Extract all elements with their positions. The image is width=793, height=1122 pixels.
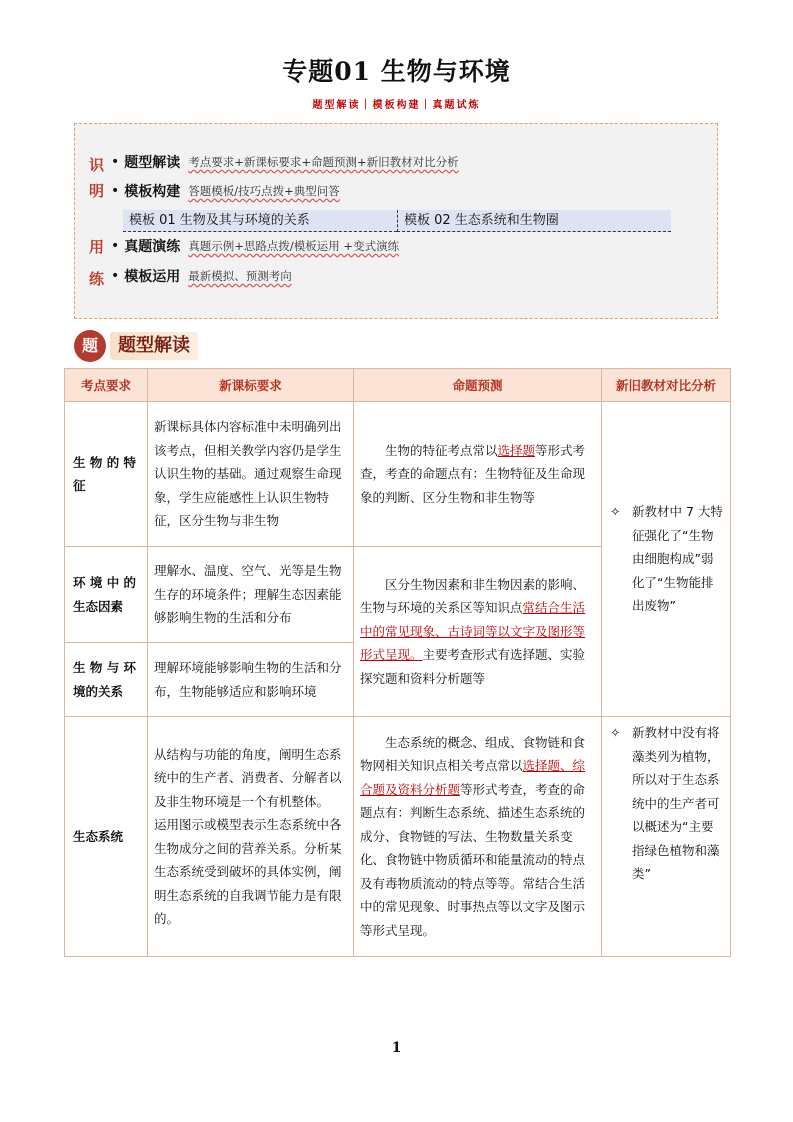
template-link-1[interactable]: 模板 01 生物及其与环境的关系	[123, 210, 397, 232]
overview-box	[74, 123, 718, 319]
analysis-table	[64, 368, 731, 957]
prediction-cell: 生物的特征考点常以选择题等形式考查，考查的命题点有：生物特征及生命现象的判断、区分生物和非生物等	[354, 402, 602, 547]
standard-cell: 理解环境能够影响生物的生活和分布，生物能够适应和影响环境	[148, 643, 354, 717]
side-char: 明	[89, 182, 105, 200]
topic-cell: 生 物 与 环境的关系	[65, 643, 148, 717]
prediction-cell: 区分生物因素和非生物因素的影响、生物与环境的关系区等知识点常结合生活中的常见现象、古诗词等以文字及图形等形式呈现。主要考查形式有选择题、实验探究题和资料分析题等	[354, 547, 602, 717]
section-icon: 题	[74, 330, 106, 362]
page-title: 专题01 生物与环境	[282, 57, 511, 86]
row-label: 题型解读	[124, 155, 181, 171]
bullet-icon: •	[111, 238, 120, 254]
side-char: 练	[89, 270, 105, 288]
column-header: 命题预测	[354, 369, 602, 402]
row-desc: 真题示例+思路点拨/模板运用 +变式演练	[188, 239, 400, 253]
overview-row	[111, 152, 459, 172]
table-row	[65, 402, 731, 547]
column-header: 新课标要求	[148, 369, 354, 402]
section-title: 题型解读	[110, 332, 198, 360]
page-number: 1	[391, 1040, 402, 1056]
prediction-cell: 生态系统的概念、组成、食物链和食物网相关知识点相关考点常以选择题、综合题及资料分析题等形式考查，考查的命题点有：判断生态系统、描述生态系统的成分、食物链的写法、生物数量关系变化、食物链中物质循环和能量流动的特点及有毒物质流动的特点等等。常结合生活中的常见现象、时事热点等以文字及图示等形式呈现。	[354, 717, 602, 957]
highlight-text: 选择题	[497, 442, 536, 458]
bullet-icon: •	[111, 183, 120, 199]
table-header-row	[65, 369, 731, 402]
standard-cell: 理解水、温度、空气、光等是生物生存的环境条件；理解生态因素能够影响生物的生活和分布	[148, 547, 354, 643]
row-label: 真题演练	[124, 239, 181, 255]
row-desc: 最新模拟、预测考向	[188, 269, 292, 283]
table-row	[65, 717, 731, 957]
row-label: 模板构建	[124, 184, 181, 200]
overview-row	[111, 236, 399, 256]
row-label: 模板运用	[124, 269, 181, 285]
topic-cell: 生 物 的 特征	[65, 402, 148, 547]
comparison-cell: ✧ 新教材中 7 大特征强化了“生物由细胞构成”弱化了“生物能排出废物”	[602, 402, 731, 717]
standard-cell: 从结构与功能的角度，阐明生态系统中的生产者、消费者、分解者以及非生物环境是一个有机整体。 运用图示或模型表示生态系统中各生物成分之间的营养关系。分析某生态系统受到破坏的具体实例，阐明生态系统的自我调节能力是有限的。	[148, 717, 354, 957]
standard-cell: 新课标具体内容标准中未明确列出该考点，但相关教学内容仍是学生认识生物的基础。通过观察生命现象，学生应能感性上认识生物特征，区分生物与非生物	[148, 402, 354, 547]
bullet-icon: •	[111, 154, 120, 170]
overview-row	[111, 266, 292, 286]
comparison-cell: ✧ 新教材中没有将藻类列为植物，所以对于生态系统中的生产者可以概述为“主要指绿色植物和藻类”	[602, 717, 731, 957]
side-char: 用	[89, 238, 105, 256]
bullet-icon: •	[111, 268, 120, 284]
template-bar	[123, 210, 671, 232]
topic-cell: 环 境 中 的生态因素	[65, 547, 148, 643]
column-header: 新旧教材对比分析	[602, 369, 731, 402]
topic-cell: 生态系统	[65, 717, 148, 957]
sparkle-icon: ✧	[610, 504, 621, 520]
sparkle-icon: ✧	[610, 725, 621, 740]
highlight-text: 常结合生活中的常见现象、古诗词等以文字及图形等形式呈现。	[360, 600, 586, 663]
template-link-2[interactable]: 模板 02 生态系统和生物圈	[397, 210, 671, 232]
row-desc: 答题模板/技巧点拨+典型问答	[188, 184, 340, 198]
section-heading	[74, 330, 214, 363]
column-header: 考点要求	[65, 369, 148, 402]
side-char: 识	[89, 156, 105, 174]
highlight-text: 选择题、综合题及资料分析题	[360, 758, 586, 797]
overview-row	[111, 181, 340, 201]
row-desc: 考点要求+新课标要求+命题预测+新旧教材对比分析	[188, 155, 459, 169]
page-subtitle: 题型解读｜模板构建｜真题试炼	[312, 100, 481, 111]
